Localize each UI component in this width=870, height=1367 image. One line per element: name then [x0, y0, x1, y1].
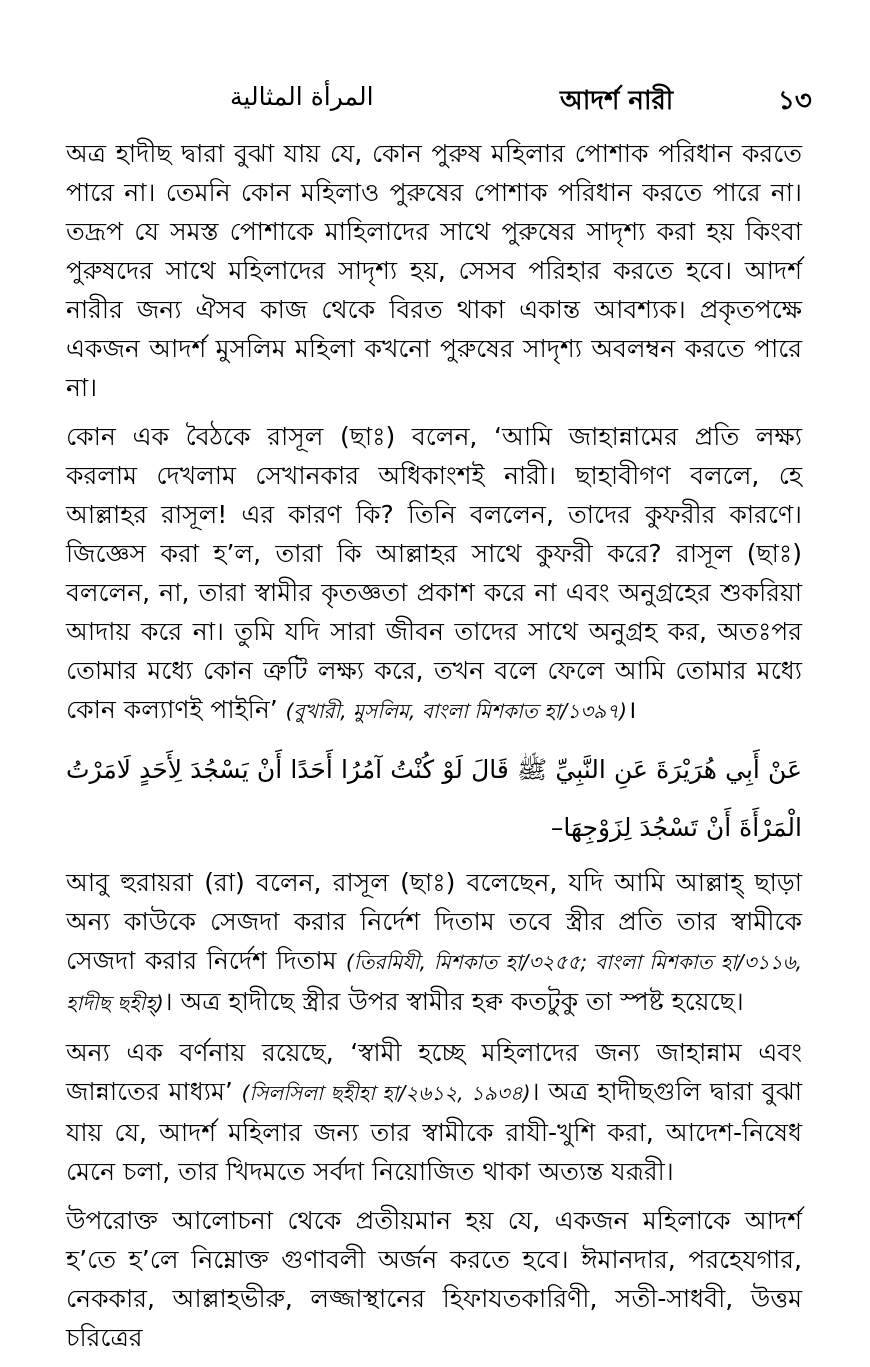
citation-2: (তিরমিযী, মিশকাত হা/৩২৫৫; বাংলা মিশকাত হা/৩১১৬, হাদীছ ছহীহ্) [66, 950, 802, 1015]
paragraph-3-end: । অত্র হাদীছে স্ত্রীর উপর স্বামীর হক্ব কতটুকু তা স্পষ্ট হয়েছে। [163, 987, 744, 1016]
paragraph-2 [66, 417, 802, 731]
bangla-running-title: আদর্শ নারী [560, 86, 674, 116]
paragraph-5: উপরোক্ত আলোচনা থেকে প্রতীয়মান হয় যে, একজন মহিলাকে আদর্শ হ’তে হ’লে নিম্নোক্ত গুণাবলী অর্জন করতে হবে। ঈমানদার, পরহেযগার, নেককার, আল্লাহভীরু, লজ্জাস্থানের হিফাযতকারিণী, সতী-সাধবী, উত্তম চরিত্রের [66, 1206, 802, 1352]
arabic-hadith: عَنْ أَبِي هُرَيْرَةَ عَنِ النَّبِيِّ ﷺ قَالَ لَوْ كُنْتُ آمُرُا أَحَدًا أَنْ يَسْجُدَ لِأَحَدٍ لَامَرْتُ الْمَرْأَةَ أَنْ تَسْجُدَ لِزَوْجِهَا– [66, 755, 802, 842]
paragraph-3 [66, 863, 802, 1023]
running-header [0, 78, 870, 118]
citation-1: (বুখারী, মুসলিম, বাংলা মিশকাত হা/১৩৯৭) [285, 699, 627, 723]
paragraph-2-text: কোন এক বৈঠকে রাসূল (ছাঃ) বলেন, ‘আমি জাহান্নামের প্রতি লক্ষ্য করলাম দেখলাম সেখানকার অধিকাংশই নারী। ছাহাবীগণ বললে, হে আল্লাহর রাসূল! এর কারণ কি? তিনি বললেন, তাদের কুফরীর কারণে। জিজ্ঞেস করা হ’ল, তারা কি আল্লাহর সাথে কুফরী করে? রাসূল (ছাঃ) বললেন, না, তারা স্বামীর কৃতজ্ঞতা প্রকাশ করে না এবং অনুগ্রহের শুকরিয়া আদায় করে না। তুমি যদি সারা জীবন তাদের সাথে অনুগ্রহ কর, অতঃপর তোমার মধ্যে কোন ত্রুটি লক্ষ্য করে, তখন বলে ফেলে আমি তোমার মধ্যে কোন কল্যাণই পাইনি’ [66, 422, 802, 724]
paragraph-4-end: । অত্র হাদীছগুলি দ্বারা বুঝা যায় যে, আদর্শ মহিলার জন্য তার স্বামীকে রাযী-খুশি করা, আদেশ-নিষেধ মেনে চলা, তার খিদমতে সর্বদা নিয়োজিত থাকা অত্যন্ত যরূরী। [66, 1077, 802, 1186]
page-body [66, 134, 802, 1367]
paragraph-2-end: । [626, 695, 637, 724]
page-number: ১৩ [778, 86, 812, 116]
arabic-running-title: المرأة المثالية [230, 82, 374, 111]
citation-3: (সিলসিলা ছহীহা হা/২৬১২, ১৯৩৪) [241, 1081, 531, 1105]
paragraph-3-text: আবু হুরায়রা (রা) বলেন, রাসূল (ছাঃ) বলেছেন, যদি আমি আল্লাহ্ ছাড়া অন্য কাউকে সেজদা করার নির্দেশ দিতাম তবে স্ত্রীর প্রতি তার স্বামীকে সেজদা করার নির্দেশ দিতাম [66, 868, 802, 975]
paragraph-4 [66, 1033, 802, 1191]
paragraph-1: অত্র হাদীছ দ্বারা বুঝা যায় যে, কোন পুরুষ মহিলার পোশাক পরিধান করতে পারে না। তেমনি কোন মহিলাও পুরুষের পোশাক পরিধান করতে পারে না। তদ্রূপ যে সমস্ত পোশাকে মাহিলাদের সাথে পুরুষের সাদৃশ্য করা হয় কিংবা পুরুষদের সাথে মহিলাদের সাদৃশ্য হয়, সেসব পরিহার করতে হবে। আদর্শ নারীর জন্য ঐসব কাজ থেকে বিরত থাকা একান্ত আবশ্যক। প্রকৃতপক্ষে একজন আদর্শ মুসলিম মহিলা কখনো পুরুষের সাদৃশ্য অবলম্বন করতে পারে না। [66, 139, 802, 402]
paragraph-4-text: অন্য এক বর্ণনায় রয়েছে, ‘স্বামী হচ্ছে মহিলাদের জন্য জাহান্নাম এবং জান্নাতের মাধ্যম’ [66, 1038, 802, 1106]
